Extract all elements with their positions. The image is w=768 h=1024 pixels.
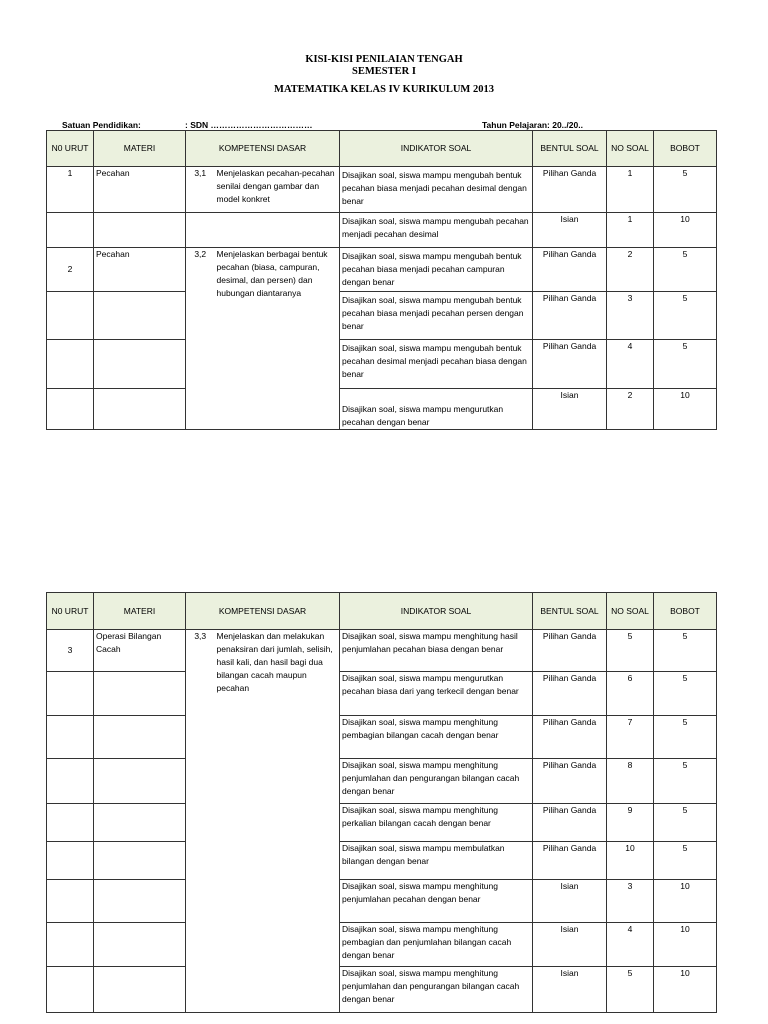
document-subtitle-subject: MATEMATIKA KELAS IV KURIKULUM 2013 [274,84,494,95]
sdn-field: : SDN ……………………………… [185,120,313,130]
kd-number-cell: 3,3 [186,630,215,1013]
bentuk-cell: Pilihan Ganda [533,716,607,759]
col-header-bobot: BOBOT [654,593,717,630]
satuan-pendidikan-label: Satuan Pendidikan: [62,120,141,130]
col-header-no-soal: NO SOAL [607,131,654,167]
no-urut-cell: 2 [47,248,94,292]
bobot-cell: 10 [654,880,717,923]
bobot-cell: 5 [654,804,717,842]
col-header-indikator: INDIKATOR SOAL [340,131,533,167]
table-row [47,967,717,1013]
materi-cell [94,759,186,804]
kd-number-cell: 3,1 [186,167,215,213]
no-soal-cell: 4 [607,340,654,389]
table-row [47,292,717,340]
col-header-bobot: BOBOT [654,131,717,167]
col-header-kompetensi: KOMPETENSI DASAR [186,131,340,167]
kd-text-cell: Menjelaskan dan melakukan penaksiran dari jumlah, selisih, hasil kali, dan hasil bagi dua bilangan cacah maupun pecahan [215,630,340,1013]
indikator-cell: Disajikan soal, siswa mampu menghitung pembagian bilangan cacah dengan benar [340,716,533,759]
table-row [47,759,717,804]
kd-text-cell [215,213,340,248]
no-soal-cell: 4 [607,923,654,967]
col-header-indikator: INDIKATOR SOAL [340,593,533,630]
materi-cell [94,842,186,880]
no-urut-cell [47,672,94,716]
materi-cell [94,804,186,842]
materi-cell [94,389,186,430]
bobot-cell: 5 [654,340,717,389]
materi-cell [94,967,186,1013]
no-urut-cell: 1 [47,167,94,213]
bobot-cell: 5 [654,292,717,340]
bobot-cell: 5 [654,630,717,672]
no-urut-cell [47,213,94,248]
indikator-cell: Disajikan soal, siswa mampu mengubah pecahan menjadi pecahan desimal [340,213,533,248]
document-title: KISI-KISI PENILAIAN TENGAH [305,54,463,65]
no-soal-cell: 1 [607,213,654,248]
no-urut-cell [47,716,94,759]
no-soal-cell: 9 [607,804,654,842]
col-header-no-soal: NO SOAL [607,593,654,630]
table-header-row [47,131,717,167]
indikator-cell: Disajikan soal, siswa mampu membulatkan bilangan dengan benar [340,842,533,880]
tahun-pelajaran-label: Tahun Pelajaran: 20../20.. [482,120,583,130]
indikator-cell: Disajikan soal, siswa mampu mengurutkan pecahan biasa dari yang terkecil dengan benar [340,672,533,716]
materi-cell [94,213,186,248]
no-soal-cell: 3 [607,880,654,923]
bentuk-cell: Isian [533,389,607,430]
no-soal-cell: 10 [607,842,654,880]
table-row [47,213,717,248]
bobot-cell: 5 [654,716,717,759]
kisi-kisi-table-2 [46,592,717,1013]
no-soal-cell: 6 [607,672,654,716]
indikator-cell: Disajikan soal, siswa mampu mengubah bentuk pecahan biasa menjadi pecahan persen dengan benar [340,292,533,340]
indikator-cell: Disajikan soal, siswa mampu menghitung penjumlahan dan pengurangan bilangan cacah dengan benar [340,759,533,804]
bentuk-cell: Pilihan Ganda [533,672,607,716]
col-header-materi: MATERI [94,131,186,167]
table-row [47,716,717,759]
bentuk-cell: Pilihan Ganda [533,248,607,292]
materi-cell [94,923,186,967]
materi-cell [94,672,186,716]
no-soal-cell: 8 [607,759,654,804]
no-urut-cell [47,967,94,1013]
table-row [47,248,717,292]
col-header-materi: MATERI [94,593,186,630]
col-header-bentuk: BENTUL SOAL [533,593,607,630]
indikator-cell: Disajikan soal, siswa mampu mengubah bentuk pecahan biasa menjadi pecahan desimal dengan benar [340,167,533,213]
materi-cell: Pecahan [94,248,186,292]
bentuk-cell: Pilihan Ganda [533,340,607,389]
no-urut-cell [47,340,94,389]
document-subtitle-semester: SEMESTER I [352,66,416,77]
bobot-cell: 10 [654,213,717,248]
bentuk-cell: Pilihan Ganda [533,167,607,213]
table-row [47,842,717,880]
materi-cell: Pecahan [94,167,186,213]
indikator-cell: Disajikan soal, siswa mampu mengubah bentuk pecahan biasa menjadi pecahan campuran dengan benar [340,248,533,292]
no-urut-cell [47,842,94,880]
indikator-cell: Disajikan soal, siswa mampu menghitung pembagian dan penjumlahan bilangan cacah dengan benar [340,923,533,967]
no-soal-cell: 7 [607,716,654,759]
no-soal-cell: 3 [607,292,654,340]
col-header-bentuk: BENTUL SOAL [533,131,607,167]
table-row [47,630,717,672]
no-soal-cell: 5 [607,967,654,1013]
no-soal-cell: 2 [607,248,654,292]
bobot-cell: 10 [654,923,717,967]
no-urut-cell [47,880,94,923]
bentuk-cell: Pilihan Ganda [533,804,607,842]
indikator-cell: Disajikan soal, siswa mampu menghitung hasil penjumlahan pecahan biasa dengan benar [340,630,533,672]
bobot-cell: 10 [654,389,717,430]
no-soal-cell: 2 [607,389,654,430]
table-row [47,923,717,967]
bobot-cell: 5 [654,248,717,292]
bobot-cell: 5 [654,167,717,213]
table-header-row [47,593,717,630]
table-row [47,389,717,430]
indikator-cell: Disajikan soal, siswa mampu menghitung perkalian bilangan cacah dengan benar [340,804,533,842]
col-header-no-urut: N0 URUT [47,131,94,167]
no-urut-cell [47,804,94,842]
materi-cell [94,716,186,759]
no-soal-cell: 1 [607,167,654,213]
no-urut-cell: 3 [47,630,94,672]
bobot-cell: 5 [654,759,717,804]
bentuk-cell: Pilihan Ganda [533,292,607,340]
kd-text-cell: Menjelaskan pecahan-pecahan senilai dengan gambar dan model konkret [215,167,340,213]
bentuk-cell: Isian [533,213,607,248]
table-row [47,672,717,716]
bobot-cell: 10 [654,967,717,1013]
no-urut-cell [47,923,94,967]
bentuk-cell: Isian [533,967,607,1013]
kisi-kisi-table-1 [46,130,717,430]
bentuk-cell: Isian [533,880,607,923]
indikator-cell: Disajikan soal, siswa mampu menghitung penjumlahan pecahan dengan benar [340,880,533,923]
bobot-cell: 5 [654,842,717,880]
table-row [47,804,717,842]
materi-cell [94,880,186,923]
kd-text-cell: Menjelaskan berbagai bentuk pecahan (biasa, campuran, desimal, dan persen) dan hubungan diantaranya [215,248,340,430]
col-header-no-urut: N0 URUT [47,593,94,630]
bentuk-cell: Pilihan Ganda [533,630,607,672]
indikator-cell: Disajikan soal, siswa mampu menghitung penjumlahan dan pengurangan bilangan cacah dengan benar [340,967,533,1013]
no-urut-cell [47,389,94,430]
materi-cell [94,340,186,389]
bentuk-cell: Pilihan Ganda [533,842,607,880]
table-row [47,167,717,213]
no-urut-cell [47,759,94,804]
bobot-cell: 5 [654,672,717,716]
bentuk-cell: Pilihan Ganda [533,759,607,804]
col-header-kompetensi: KOMPETENSI DASAR [186,593,340,630]
no-urut-cell [47,292,94,340]
table-row [47,880,717,923]
kd-number-cell [186,213,215,248]
kd-number-cell: 3,2 [186,248,215,430]
materi-cell: Operasi Bilangan Cacah [94,630,186,672]
no-soal-cell: 5 [607,630,654,672]
bentuk-cell: Isian [533,923,607,967]
indikator-cell: Disajikan soal, siswa mampu mengubah bentuk pecahan desimal menjadi pecahan biasa dengan benar [340,340,533,389]
materi-cell [94,292,186,340]
table-row [47,340,717,389]
indikator-cell: Disajikan soal, siswa mampu mengurutkan pecahan dengan benar [340,389,533,430]
